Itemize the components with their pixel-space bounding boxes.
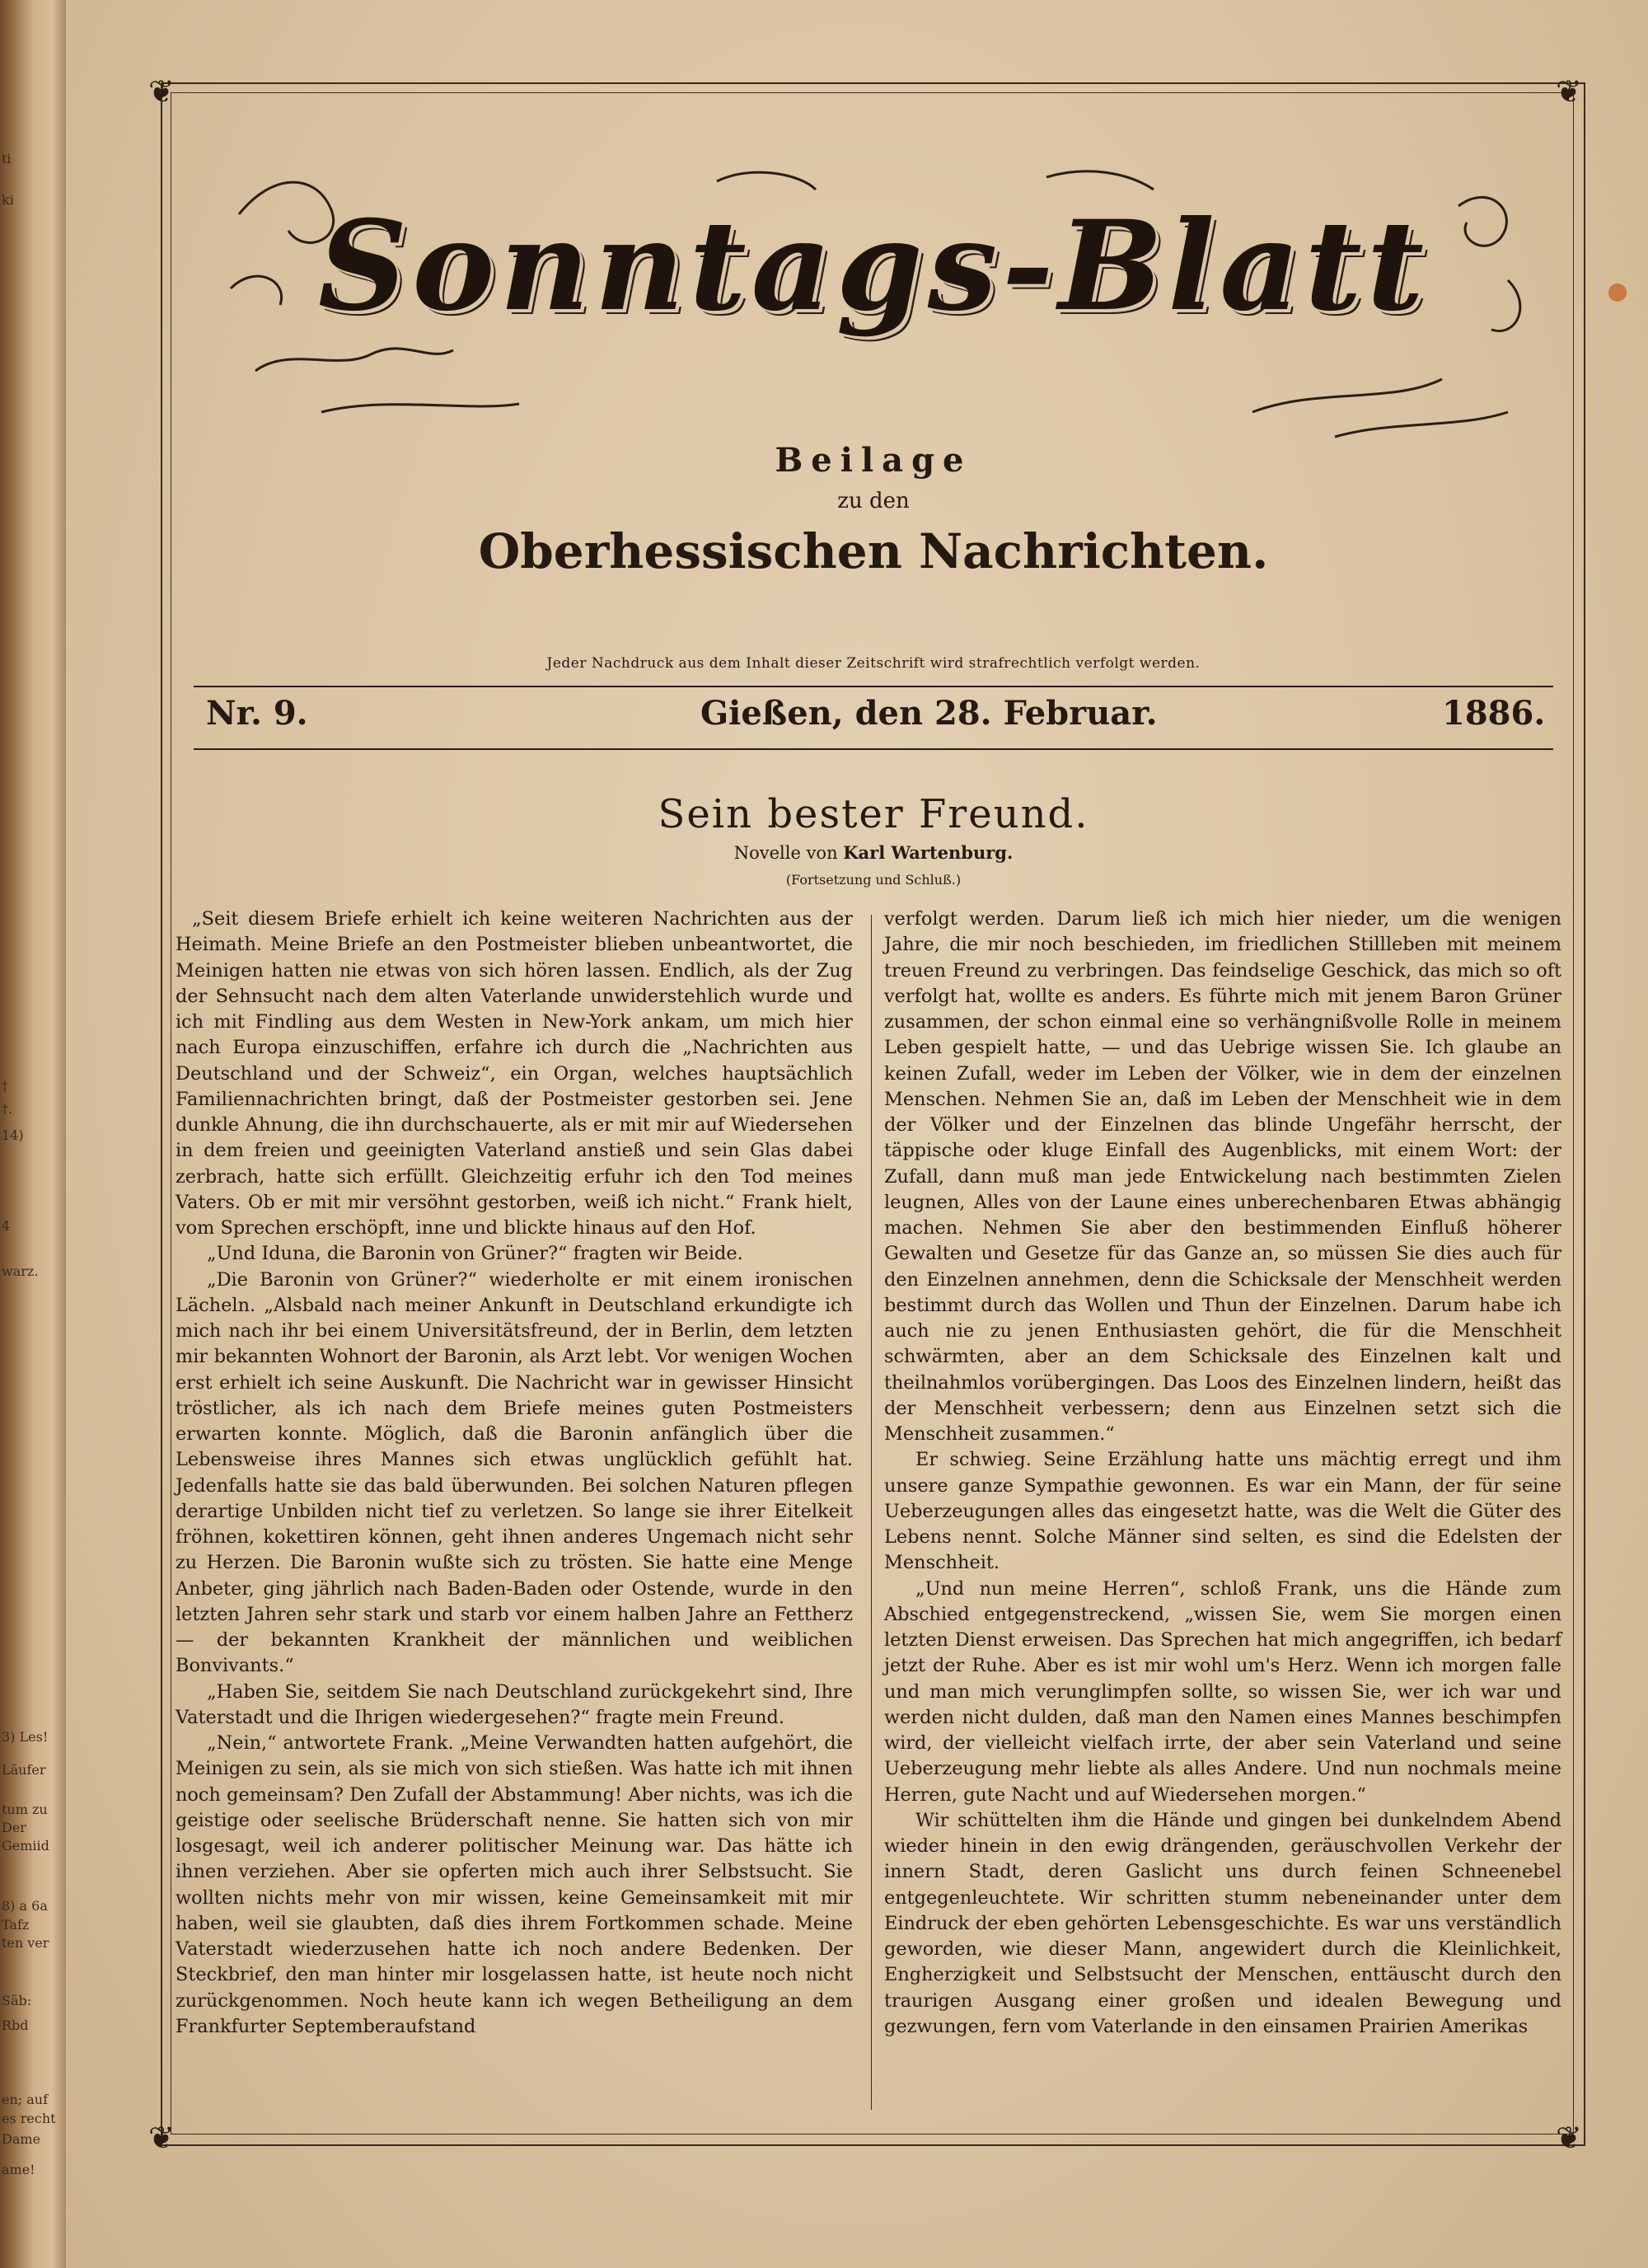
edge-fragment: † (2, 1078, 8, 1094)
divider (194, 748, 1553, 750)
paragraph: verfolgt werden. Darum ließ ich mich hier nieder, um die wenigen Jahre, die mir noch beschieden, im friedlichen Stillleben mit meinem treuen Freund zu verbringen. Das feindselige Geschick, das mich so oft verfolgt hat, wollte es anders. Es führte mich mit jenem Baron Grüner zusammen, der schon einmal eine so verhängnißvolle Rolle in meinem Leben gespielt hatte, — und das Uebrige wissen Sie. Ich glaube an keinen Zufall, weder im Leben der Völker, wie in dem der einzelnen Menschen. Nehmen Sie an, daß im Leben der Menschheit wie in dem der Völker und der Einzelnen das blinde Ungefähr herrscht, der täppische oder kluge Einfall des Augenblicks, mit einem Wort: der Zufall, dann muß man jede Entwickelung nach bestimmten Zielen leugnen, Alles von der Laune eines unberechenbaren Etwas abhängig machen. Nehmen Sie aber den bestimmenden Einfluß höherer Gewalten und Gesetze für das Ganze an, so müssen Sie dies auch für den Einzelnen annehmen, denn die Schicksale der Menschheit werden bestimmt durch das Wollen und Thun der Einzelnen. Darum habe ich auch nie zu jenen Enthusiasten gehört, die für die Menschheit schwärmten, aber an dem Schicksale des Einzelnen kalt und theilnahmlos vorübergingen. Das Loos des Einzelnen lindern, heißt das der Menschheit verbessern; denn aus Einzelnen setzt sich die Menschheit zusammen.“ (884, 908, 1561, 1445)
edge-fragment: Tafz (2, 1917, 30, 1933)
text-column-right (884, 907, 1561, 2118)
column-divider (871, 915, 872, 2110)
byline-prefix: Novelle von (733, 843, 838, 863)
edge-fragment: ame! (2, 2162, 35, 2177)
edge-fragment: ki (2, 192, 14, 208)
adjacent-page-strip (0, 0, 56, 2268)
edge-fragment: Der (2, 1820, 26, 1835)
edge-fragment: 8) a 6a (2, 1898, 48, 1914)
issue-place-date: Gießen, den 28. Februar. (700, 694, 1158, 733)
story-byline (222, 842, 1524, 863)
edge-fragment: en; auf (2, 2092, 49, 2107)
edge-fragment: ten ver (2, 1935, 49, 1951)
paragraph: Wir schüttelten ihm die Hände und gingen bei dunkelndem Abend wieder hinein in den ewig drängenden, geräuschvollen Verkehr der innern Stadt, deren Gaslicht uns durch feinen Schneenebel entgegenleuchtete. Wir schritten stumm nebeneinander unter dem Eindruck der eben gehörten Lebensgeschichte. Es war uns verständlich geworden, wie dieser Mann, angewidert durch die Kleinlichkeit, Engherzigkeit und Selbstsucht der Menschen, enttäuscht durch den traurigen Ausgang einer großen und idealen Bewegung und gezwungen, fern vom Vaterlande in den einsamen Prairien Amerikas (884, 1809, 1561, 2037)
paragraph: Er schwieg. Seine Erzählung hatte uns mächtig erregt und ihm unsere ganze Sympathie gewonnen. Es war ein Mann, der für seine Ueberzeugungen alles das eingesetzt hatte, was die Welt die Güter des Lebens nennt. Solche Männer sind selten, es sind die Edelsten der Menschheit. (884, 1449, 1561, 1574)
edge-fragment: 4 (2, 1218, 11, 1234)
edge-fragment: Läufer (2, 1762, 46, 1778)
corner-ornament-icon: ❦ (148, 2120, 175, 2156)
corner-ornament-icon: ❦ (1556, 2120, 1582, 2156)
edge-fragment: Gemiid (2, 1838, 49, 1853)
masthead-title: Sonntags-Blatt (317, 194, 1430, 339)
paragraph: „Haben Sie, seitdem Sie nach Deutschland zurückgekehrt sind, Ihre Vaterstadt und die Ihrigen wiedergesehen?“ fragte mein Freund. (176, 1680, 853, 1728)
edge-fragment: 3) Les! (2, 1729, 49, 1745)
paragraph: „Nein,“ antwortete Frank. „Meine Verwandten hatten aufgehört, die Meinigen zu sein, als sie mich von sich stießen. Was hatte ich mit ihnen noch gemeinsam? Den Zufall der Abstammung! Aber nichts, was ich die geistige oder seelische Brüderschaft nenne. Sie hatten sich von mir losgesagt, weil ich anderer politischer Meinung war. Das hätte ich ihnen verziehen. Aber sie opferten mich auch ihrer Selbstsucht. Sie wollten nichts mehr von mir wissen, keine Gemeinsamkeit mit mir haben, weil sie glaubten, daß dies ihrem Fortkommen schade. Meine Vaterstadt wiederzusehen hatte ich noch andere Bedenken. Der Steckbrief, den man hinter mir losgelassen hatte, ist heute noch nicht zurückgenommen. Noch heute kann ich wegen Betheiligung an dem Frankfurter Septemberaufstand (176, 1732, 853, 2037)
text-column-left (176, 907, 853, 2118)
issue-line (206, 694, 1546, 743)
edge-fragment: 14) (2, 1127, 24, 1143)
edge-fragment: Rbd (2, 2017, 29, 2033)
edge-fragment: Dame (2, 2131, 41, 2147)
paragraph: „Und Iduna, die Baronin von Grüner?“ fragten wir Beide. (207, 1243, 743, 1265)
edge-fragment: warz. (2, 1263, 39, 1279)
masthead (222, 165, 1524, 437)
edge-fragment: Säb: (2, 1993, 32, 2008)
paragraph: „Seit diesem Briefe erhielt ich keine weiteren Nachrichten aus der Heimath. Meine Briefe an den Postmeister blieben unbeantwortet, die Meinigen hatten nie etwas von sich hören lassen. Endlich, als der Zug der Sehnsucht nach dem alten Vaterlande unwiderstehlich wurde und ich mit Findling aus dem Westen in New-York ankam, um mich hier nach Europa einzuschiffen, erfahre ich durch die „Nachrichten aus Deutschland und der Schweiz“, ein Organ, welches hauptsächlich Familiennachrichten bringt, daß der Postmeister gestorben sei. Jene dunkle Ahnung, die ihn durchschauerte, als er mit mir auf Wiedersehen in dem freien und geeinigten Vaterland anstieß und sein Glas dabei zerbrach, hatte sich erfüllt. Gleichzeitig erfuhr ich den Tod meines Vaters. Ob er mit mir versöhnt gestorben, weiß ich nicht.“ Frank hielt, vom Sprechen erschöpft, inne und blickte hinaus auf den Hof. (176, 908, 853, 1239)
paragraph: „Und nun meine Herren“, schloß Frank, uns die Hände zum Abschied entgegenstreckend, „wissen Sie, wem Sie morgen einen letzten Dienst erweisen. Das Sprechen hat mich angegriffen, ich bedarf jetzt der Ruhe. Aber es ist mir wohl um's Herz. Wenn ich morgen falle und man mich verunglimpfen sollte, so wissen Sie, wer ich war und werden nicht dulden, daß man den Namen eines Mannes beschimpfen wird, der vielleicht vielfach irrte, der aber sein Vaterland und seine Ueberzeugung mehr liebte als alles Andere. Und nun nochmals meine Herren, gute Nacht und auf Wiedersehen morgen.“ (884, 1577, 1561, 1806)
divider (194, 686, 1553, 687)
edge-fragment: es recht (2, 2111, 56, 2126)
newspaper-page (66, 0, 1648, 2268)
corner-ornament-icon: ❦ (148, 73, 175, 110)
issue-year: 1886. (1442, 694, 1546, 733)
edge-fragment: tum zu (2, 1802, 48, 1817)
copyright-notice: Jeder Nachdruck aus dem Inhalt dieser Zeitschrift wird strafrechtlich verfolgt werden. (546, 655, 1201, 672)
issue-number: Nr. 9. (206, 694, 308, 733)
paragraph: „Die Baronin von Grüner?“ wiederholte er mit einem ironischen Lächeln. „Alsbald nach meiner Ankunft in Deutschland erkundigte ich mich nach ihr bei einem Universitätsfreund, der in Berlin, dem letzten mir bekannten Wohnort der Baronin, als Arzt lebt. Vor wenigen Wochen erst erhielt ich seine Auskunft. Die Nachricht war in gewisser Hinsicht tröstlicher, als ich nach dem Briefe meines guten Postmeisters erwarten konnte. Möglich, daß die Baronin anfänglich über die Lebensweise ihres Mannes sich etwas unglücklich gefühlt hat. Jedenfalls hatte sie das bald überwunden. Bei solchen Naturen pflegen derartige Unbilden nicht tief zu verletzen. So lange sie ihrer Eitelkeit fröhnen, kokettiren können, geht ihnen anderes Ungemach nicht sehr zu Herzen. Die Baronin wußte sich zu trösten. Sie hatte eine Menge Anbeter, ging jährlich nach Baden-Baden oder Ostende, wurde in den letzten Jahren sehr stark und starb vor einem halben Jahre an Fettherz — der bekannten Krankheit der männlichen und weiblichen Bonvivants.“ (176, 1268, 853, 1677)
story-title: Sein bester Freund. (658, 791, 1089, 837)
edge-fragment: †. (2, 1101, 13, 1117)
paper-stain (1608, 284, 1627, 302)
continuation-note: (Fortsetzung und Schluß.) (785, 872, 962, 888)
edge-fragment: ti (2, 151, 12, 166)
author-name: Karl Wartenburg. (843, 842, 1014, 863)
supplement-label: Beilage (775, 441, 972, 480)
supplement-connector: zu den (837, 489, 910, 513)
newspaper-name: Oberhessischen Nachrichten. (478, 523, 1269, 579)
corner-ornament-icon: ❦ (1556, 73, 1582, 110)
